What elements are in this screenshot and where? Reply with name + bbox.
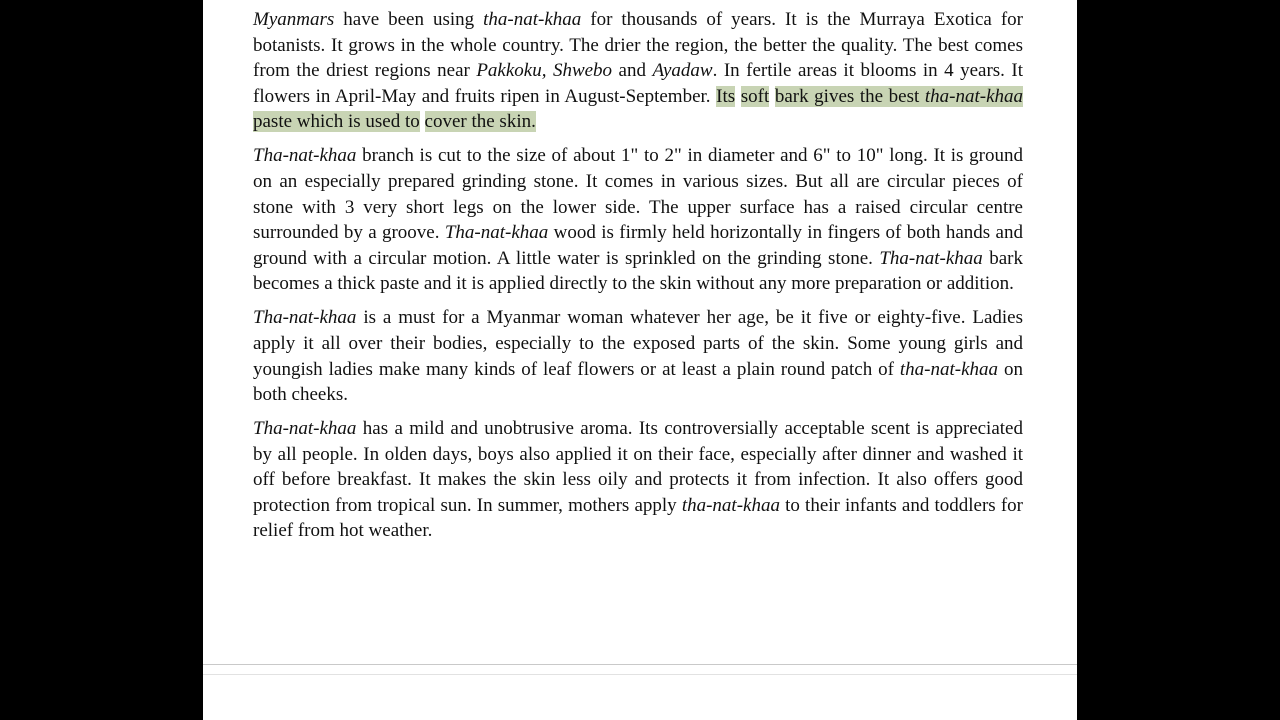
text-run: Ayadaw — [652, 60, 713, 82]
text-run: Tha-nat-khaa — [253, 145, 357, 167]
text-run: Tha-nat-khaa — [253, 307, 357, 329]
text-run: wood is firmly held horizontally in fingers of both hands and ground with a circular motion. A little water is sprinkled on the grinding stone. — [253, 222, 1023, 269]
paragraph-1 — [253, 7, 1023, 135]
text-run: bark becomes a thick paste and it is applied directly to the skin without any more preparation or addition. — [253, 247, 1024, 295]
text-run: to their infants and toddlers for relief from hot weather. — [253, 494, 1023, 542]
document-page — [203, 0, 1077, 720]
text-run: tha-nat-khaa — [899, 358, 999, 380]
paragraph-2 — [253, 143, 1023, 297]
text-run: Myanmars — [253, 9, 335, 30]
text-run: for thousands of years. It is the Murraya Exotica for botanists. It grows in the whole country. The drier the region, the better the quality. The best comes from the driest regions near — [253, 9, 1023, 82]
text-run: is a must for a Myanmar woman whatever her age, be it five or eighty-five. Ladies apply it all over their bodies, especially to the exposed parts of the skin. Some young girls and youngish ladies make many kinds of leaf flowers or at least a plain round patch of — [253, 307, 1023, 380]
highlighted-text: tha-nat-khaa — [924, 85, 1024, 107]
next-page-edge — [203, 674, 1077, 675]
paragraph-3 — [253, 305, 1023, 407]
text-run: Tha-nat-khaa — [879, 247, 983, 269]
highlighted-text: soft — [740, 85, 770, 107]
text-run: Tha-nat-khaa — [444, 222, 549, 244]
text-run: tha-nat-khaa — [681, 494, 780, 516]
text-run — [735, 86, 741, 107]
highlighted-text: paste which is used to — [253, 111, 420, 133]
paragraph-4 — [253, 416, 1023, 544]
text-run: . In fertile areas it blooms in 4 years. It flowers in April-May and fruits ripen in August-September. — [253, 60, 1024, 107]
text-run — [420, 111, 425, 132]
text-run: has a mild and unobtrusive aroma. Its controversially acceptable scent is appreciated by all people. In olden days, boys also applied it on their face, especially after dinner and washed it off before breakfast. It makes the skin less oily and protects it from infection. It also offers good protection from tropical sun. In summer, mothers apply — [253, 418, 1023, 516]
page-break-line — [203, 664, 1077, 665]
text-run: Pakkoku, Shwebo — [476, 60, 613, 82]
document-body[interactable] — [253, 7, 1023, 552]
text-run: tha-nat-khaa — [483, 9, 582, 30]
text-run: and — [612, 60, 653, 82]
highlighted-text: Its — [716, 85, 736, 107]
highlighted-text: bark gives the best — [774, 85, 925, 107]
highlighted-text: cover the skin. — [424, 111, 536, 133]
text-run — [769, 86, 775, 107]
text-run: Tha-nat-khaa — [253, 418, 357, 440]
text-run: have been using — [334, 9, 484, 30]
text-run: on both cheeks. — [253, 358, 1024, 406]
text-run: branch is cut to the size of about 1" to 2" in diameter and 6" to 10" long. It is ground on an especially prepared grinding stone. It comes in various sizes. But all are circular pieces of stone with 3 very short legs on the lower side. The upper surface has a raised circular centre surrounded by a groove. — [253, 145, 1023, 244]
